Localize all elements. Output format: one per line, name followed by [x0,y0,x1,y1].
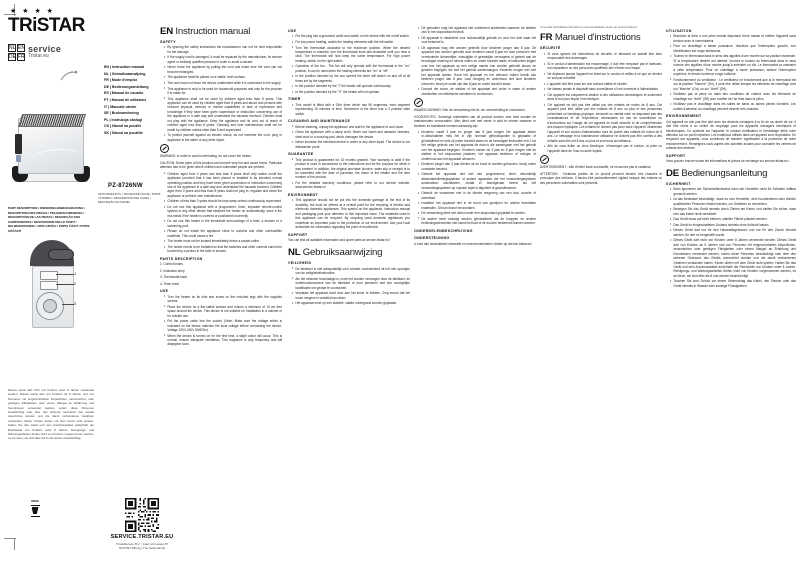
list-item: • Si vous ignorez les instructions de sécurité, le fabricant ne saurait être tenu responsable des dommages. [544,52,662,61]
list-item: • Put the plug into a grounded outlet and switch on the device with the on/off switch. [292,34,410,38]
tristar-logo: TRiSTAR [8,15,85,36]
list-item: • If the supply cord is damaged, it must be replaced by the manufacturer, its service agent or similarly qualified persons in order to avoid a hazard. [164,55,282,64]
heater-knob [16,155,21,162]
callout-label-2: 2 [74,281,77,286]
list-item: • Branchez la fiche à une prise murale disposant d'une masse et mettez l'appareil sous tension avec le commutateur. [670,34,796,43]
list-item: • Turn the thermostat clockwise to the maximum position. When the desired temperature is reached, turn the thermostat knob anti-clockwise until you hear a click. The thermostat will now keep the same temperature. For high power heating, switch on the right switch. [292,46,410,64]
list-item: • L'appareil doit être posé sur une surface stable et nivelée. [544,82,662,86]
list-item: • Please do not install the appliance close to curtains and other combustible materials. This could cause a fire. [164,229,282,238]
model-spec-caption: OPIS PRODUKTU / TECHNICKÉ ÚDAJE / POPIS VÝROBKU / DESCRIPCIÓN DEL PANEL / DESCRIÇÃO DO PAINEL [98,192,161,204]
list-item: • The heater must not be located immediately below a socket-outlet. [164,239,282,243]
list-item: • Never immerse the electrical device in water or any other liquid. The device is not dishwasher proof. [292,140,410,149]
service-address-line1: TristarEurope B.V. | Jules Verneweg 87 [115,541,169,546]
support-text-nl: U kunt alle beschikbare informatie en reserveonderdelen vinden op service.tristar.eu! [414,241,532,246]
callout-label-1: 1 [74,271,77,276]
section-heading-support-fr: SUPPORT [666,153,686,158]
list-item: • Als het netsnoer beschadigd is, moet het worden vervangen door de fabrikant, de onderhoudsmonteur van de fabrikant of door personen met een soortgelijke kwalificatie om gevaar te voorkomen. [292,277,410,290]
list-item: • Dieses Gerät darf nur für den Haushaltsgebrauch und nur für den Zweck benutzt werden, für den es hergestellt wurde. [670,228,796,237]
callout-leader-1 [56,274,74,275]
language-code-en: EN [160,26,173,37]
language-item-de: DE | Bedienungsanleitung [104,84,149,89]
list-item: • Das Gerät im eingeschalteten Zustand niemals ohne Aufsicht lassen. [670,223,796,227]
panel-handle-slot [48,249,74,260]
service-address-line2: 5015 BH Tilburg | The Netherlands [118,545,166,550]
list-item: • Tournez le thermostat dans le sens des aiguilles d'une montre sur sa position maximale. Si la température désirée est atteinte, tournez le bouton du thermostat dans le sens inverse des aiguilles d'une montre jusqu'à entendre un clic. Le thermostat va maintenir à cette température. Pour un chauffage à haute puissance, activez l'interrupteur supérieur, le témoin lumineux rouge s'allume. [670,54,796,76]
list-item: • This appliance should not be put into the domestic garbage at the end of its durability, but must be offered at a central point for the recycling of electric and electronic domestic appliances. This symbol on the appliance, instruction manual and packaging puts your attention to this important issue. The materials used in this appliance can be recycled. By recycling used domestic appliances you contribute an important push to the protection of our environment. Ask your local authorities for information regarding the point of recollection. [292,198,410,229]
list-item: • De gebruiker mag het apparaat niet onbeheerd achterlaten wanneer de stekker zich in het stopcontact bevindt. [418,26,536,35]
crop-mark [14,538,15,550]
list-item: • For low power heating, switch the heating elements with the left switch. [292,40,410,44]
service-cell-en: EN [18,45,25,51]
safety-list-fr [544,52,662,153]
section-heading-safety-nl: VEILIGHEID [288,261,312,266]
warning-no-cover-en: WARNING: In order to avoid overheating, do not cover the heater. [160,154,252,159]
list-item: • Kinderen jonger dan 3 jaar dienen uit de buurt te worden gehouden, tenzij onder constante toezicht. [418,162,536,171]
list-item: • This appliance is only to be used for household purposes and only for the purpose it is made for. [164,87,282,96]
environment-list-en [292,198,410,229]
service-language-grid [8,44,25,61]
product-photo-control-panel [22,240,80,326]
section-heading-safety-fr: SÉCURITÉ [540,46,561,51]
list-item: • In the position denoted by the "I" the heater will operate continuously. [292,84,410,88]
language-heading-de [666,168,796,179]
caution-hot-surface-en: CAUTION: Some parts of this product can become very hot and cause burns. Particular attention has to be given where children and vulnerable people are present. [160,160,282,170]
parts-item-4: 4. Timer knob [160,281,180,286]
section-heading-environment-fr: ENVIRONNEMENT [666,114,702,119]
support-text-fr: Vous pouvez trouver toutes les informations et pièces de rechange sur service.tristar.eu ! [666,159,790,164]
use-list2-en [292,34,410,94]
safety-list-nl-continued [418,26,536,96]
list-item: • Dit apparaat is uitsluitend voor huishoudelijk gebruik en voor het doel waar het voor bestemd is. [418,36,536,45]
list-item: • Afin de vous éviter un choc électrique, n'immergez pas le cordon, la prise ou l'appareil dans de l'eau ou autre liquide. [544,144,662,153]
parts-item-1: 1. Control knobs [160,262,183,267]
bin-body [32,507,39,514]
list-item: • Ne laissez jamais le dispositif sans surveillance s'il est connecté à l'alimentation. [544,87,662,91]
list-item: • Het apparaat moet op een stabiele, vlakke ondergrond worden geplaatst. [292,301,410,305]
language-code-nl: NL [288,247,301,259]
language-item-pt: PT | Manual de utilizador [104,97,147,102]
brand-block [8,8,94,61]
safety-list-de [670,187,796,288]
swoosh-icon [60,70,78,82]
list-item: • Das Gerät muss auf einer ebenen, stabilen Fläche platziert werden. [670,217,796,221]
callout-label-3: 3 [74,301,77,306]
column-french [540,26,662,187]
caution-list-nl [418,130,536,226]
column-english [160,26,282,348]
callout-leader-3 [62,304,74,305]
language-item-fr: FR | Mode d'emploi [104,78,137,83]
list-item: • N'utilisez pas le chauffage dans les salles de bains ou autres pièces humides. Les sorties d'aération du chauffage peuvent devenir très chaudes. [670,102,796,111]
section-heading-environment-en: ENVIRONMENT [288,192,318,197]
section-heading-use-fr: UTILISATION [666,29,692,33]
list-item: • Children of less than 3 years should be kept away unless continuously supervised. [164,199,282,203]
list-item: • This appliance shall not be used by children aged less than 8 years. This appliance can be used by children aged from 8 years and above and persons with reduced physical, sensory or mental capabilities or lack of experience and knowledge if they have been given supervision or instruction concerning use of the appliance in a safe way and understand the hazards involved. Children shall not play with the appliance. Keep the appliance and its cord out of reach of children aged less than 8 years. Cleaning and user maintenance shall not be made by children unless older than 8 and supervised. [164,97,282,133]
service-badge-title: service [28,43,62,54]
language-item-es: ES | Manual de usuario [104,91,144,96]
list-item: • Place the device on a flat stable surface and ensure a minimum of 10 cm free space around the device. This device is not suitable for installation in a cabinet or for outside use. [164,305,282,318]
part-description-caption: PART DESCRIPTION / ONDERDELENBESCHRIJVING / DESCRIPTION DES PIÈCES / TEILEBESCHREIBUNG / DESCRIPCIÓN DE LAS PIEZAS / DESCRIÇÃO DOS COMPONENTES / DESCRIZIONE DELLE PARTI / DELBESKRIVNING / OPIS CZĘŚCI / POPIS ČÁSTÍ / POPIS SÚČASTÍ [8,206,90,233]
list-item: • When the device is turned on for the first time, a slight odour will occur. This is normal, ensure adequate ventilation. This fragrance is only temporary and will disappear soon. [164,334,282,347]
language-item-nl: NL | Gebruiksaanwijzing [104,71,146,76]
language-item-se: SE | Bruksanvisning [104,111,139,116]
panel-switch-2[interactable] [40,281,58,290]
list-item: • In the position denoted by the sun symbol the timer will switch on and off at all times set by the segments. [292,74,410,83]
qr-code-icon[interactable] [125,498,159,532]
list-item: • Turn the heater on its side and screw on the included legs with the supplied screws. [164,295,282,304]
star-rating-icon: ★ ★ ★ ★ [10,8,55,15]
service-url[interactable]: SERVICE.TRISTAR.EU [110,534,174,540]
column-english-continued [288,26,410,307]
column-dutch [414,26,536,248]
list-item: • The heater needs to be installed so that the switches and other controls cannot be touched by a person in the bath or shower. [164,245,282,254]
list-item: • Put the power cable into the socket. (Note: Make sure the voltage which is indicated on the device matches the local voltage before connecting the device. Voltage 220V-240V 50/60Hz) [164,319,282,332]
parts-item-2: 2. Indication lamp [160,268,185,273]
caution-hot-surface-nl: VOORZICHTIG: Sommige onderdelen van dit product kunnen zeer heet worden en brandwonden veroorzaken. Men dient met met name in acht te nemen wanneer er kinderen en kwetsbare mensen aanwezig zijn. [414,114,536,128]
list-item: • Before cleaning, unplug the appliance and wait for the appliance to cool down. [292,125,410,129]
service-cell-de: DE [9,54,16,60]
safety-list-en [164,45,282,142]
section-heading-support-nl: ONDERSTEUNING [414,236,450,241]
warning-no-cover-nl: WAARSCHUWING: Dek de verwarming niet af, om oververhitting te voorkomen. [414,108,526,113]
service-cell-nl: NL [9,45,16,51]
list-item: • In the position denoted by the "O" the heater will not operate. [292,90,410,94]
service-badge [8,44,94,61]
guarantee-list-en [292,158,410,190]
heater-highlight [31,149,83,168]
cleaning-list-en [292,125,410,149]
left-notes-block: Dieses Gerät darf nicht von Kindern unter 8 Jahren verwendet werden. Dieses Gerät darf von Kindern ab 8 Jahren und von Personen mit eingeschränkten körperlichen, sensorischen oder geistigen Fähigkeiten oder einem Mangel an Erfahrung und Kenntnissen verwendet werden, sofern diese Personen beaufsichtigt oder über den sicheren Gebrauch des Geräts unterrichtet wurden und die damit verbundenen Gefahren verstanden haben. Kinder dürfen mit dem Gerät nicht spielen. Halten Sie das Gerät und sein Anschlusskabel außerhalb der Reichweite von Kindern unter 8 Jahren. Reinigungs- und Wartungsarbeiten dürfen nicht von Kindern vorgenommen werden, es sei denn, sie sind älter als 8 und werden beaufsichtigt. [8,388,94,441]
service-badge-text [28,43,62,60]
section-heading-guarantee-en: GUARANTEE [288,152,314,157]
no-cover-warning-icon [160,144,169,153]
weee-label: WEEE [31,500,39,503]
list-item: • Pour un chauffage à basse puissance, réactivez que l'interrupteur gauche, son identification est rouge lakhsrama. [670,44,796,53]
list-item: • Never move the appliance by pulling the cord and make sure the cord can not become entangled. [164,65,282,74]
bin-lid [31,505,40,506]
list-item: • Verplaats het apparaat nooit door aan het snoer te trekken. Zorg ervoor dat het snoer nergens in verstrikt kan raken. [292,291,410,300]
language-name-nl: Gebruiksaanwijzing [302,247,383,259]
bin-bar [31,516,40,517]
section-heading-use2-en: USE [288,29,297,33]
parts-item-3: 3. Thermostat knob [160,275,188,280]
service-cell-fr: FR [18,54,25,60]
list-item: • Dieses Gerät darf nicht von Kindern unter 8 Jahren verwendet werden. Dieses Gerät darf von Kindern ab 8 Jahren und von Personen mit eingeschränkten körperlichen, sensorischen oder geistigen Fähigkeiten oder einem Mangel an Erfahrung und Kenntnissen verwendet werden, sofern diese Personen beaufsichtigt oder über den sicheren Gebrauch des Geräts unterrichtet wurden und die damit verbundenen Gefahren verstanden haben. Kinder dürfen mit dem Gerät nicht spielen. Halten Sie das Gerät und sein Anschlusskabel außerhalb der Reichweite von Kindern unter 8 Jahren. Reinigungs- und Wartungsarbeiten dürfen nicht von Kindern vorgenommen werden, es sei denn, sie sind älter als 8 und werden beaufsichtigt. [670,238,796,278]
list-item: • Fonctionnement du ventilateur : Le ventilateur ne fonctionnera que si le thermostat est sur la position "Marche" (On), il peut être utilisé lorsque les éléments de chauffage sont sur "Marche" (On), ou sur "Arrêt" (Off). [670,78,796,91]
support-text-en: You can find all available information and spare parts at service.tristar.eu! [288,237,390,242]
list-item: • The user must not leave the device unattended while it is connected to the supply. [164,81,282,85]
language-item-pl: PL | Instrukcja obsługi [104,117,143,122]
list-item: • Gebruik het apparaat niet met een programmeur, timer, afzonderlijk afstandsbedieningssysteem of andere apparaten die het verwarmingssysteem automatisch inschakelen, omdat er brandgevaar heerst als het verwarmingssysteem op onjuiste wijze is afgedekt of gepositioneerd. [418,172,536,190]
list-item: • Cet appareil est uniquement destiné à des utilisations domestiques et seulement dans le but pour lequel il est fabriqué. [544,93,662,102]
caution-list-en [164,172,282,254]
heater-grill [18,114,86,127]
language-item-cs: CS | Návod na použití [104,124,141,129]
language-name-fr: Manuel d'instructions [554,32,641,44]
language-heading-fr [540,32,662,43]
panel-switch-1[interactable] [40,271,58,280]
section-heading-parts-en: PARTS DESCRIPTION [160,256,203,261]
list-item: • Ne déplacez jamais l'appareil en tirant sur le cordon et veillez à ce que ce dernier ne soit pas entortillé. [544,72,662,81]
list-item: • Do not use this heater in the immediate surroundings of a bath, a shower or a swimming pool. [164,219,282,228]
list-item: • De kachel moet zodanig worden geïnstalleerd dat de knoppen en andere bedieningselementen niet vanuit het bad of de douche bedienend kunnen worden. [418,217,536,226]
column-french-german [666,26,796,289]
warning-no-cover-fr: AVERTISSEMENT : Afin d'éviter toute surchauffe, ne recouvrez pas le radiateur. [540,165,652,170]
list-item: • Bewegen Sie das Gerät niemals durch Ziehen am Kabel, und stellen Sie sicher, dass sich das Kabel nicht verwickelt. [670,207,796,216]
list-item: • Clean the appliance with a damp cloth. Never use harsh and abrasive cleaners, steel wool or a scouring pad, which damages the device. [292,130,410,139]
support-note-nl: U kunt alle beschikbare informatie en reserveonderdelen vinden op service.tristar.eu! [540,26,638,29]
list-item: • Gebruik de verwarmer niet in de directe omgeving van een bad, douche of zwembad. [418,191,536,200]
section-heading-use-en: USE [160,289,169,294]
weee-symbol-block [26,500,44,522]
model-number: PZ-8726NW [108,183,143,189]
list-item: • N'utilisez pas la pièce ou dans des conditions de chaleur avec les éléments de chauffage sur "arrêt" (Off) pour souffler de l'air frais dans la pièce. [670,92,796,101]
section-heading-safety-en: SAFETY [160,40,176,44]
environment-text-fr: Cet appareil ne doit pas être jeté avec les déchets ménagers à la fin de sa durée de vie, il doit être remis à un centre de recyclage pour les appareils ménagers électriques et électroniques. Ce symbole sur l'appareil, le manuel d'utilisation et l'emballage attire votre attention sur un point important. Les matériaux utilisés dans cet appareil sont recyclables. En recyclant vos appareils, vous contribuez de manière significative à la protection de notre environnement. Renseignez-vous auprès des autorités locales pour connaître les centres de collecte des déchets. [666,119,796,151]
safety-list-nl [292,267,410,306]
service-qr-block [96,498,188,550]
list-item: • Cet appareil ne doit pas être utilisé par des enfants de moins de 8 ans. Cet appareil peut être utilisé par des enfants de 8 ans ou plus et des personnes présentant un handicap physique, sensoriel ou mental voire ne disposant pas des connaissances et de l'expérience nécessaires en cas de surveillance ou d'instructions sur l'usage de cet appareil en toute sécurité et de compréhension des risques impliqués. Les enfants ne doivent pas jouer avec l'appareil. Maintenez l'appareil et son cordon d'alimentation hors de portée des enfants de moins de 8 ans. Le nettoyage et la maintenance utilisateur ne doivent pas être confiés à des enfants sauf s'ils ont 8 ans ou plus et sont sous surveillance. [544,103,662,143]
list-item: • The appliance must be placed on a stable, level surface. [164,75,282,79]
list-item: • Ist das Netzkabel beschädigt, muss es vom Hersteller, dem Kundendienst oder ähnlich qualifizierten Personen ersetzt werden, um Gefahren zu vermeiden. [670,197,796,206]
language-item-sk: SK | Návod na použitie [104,130,143,135]
section-heading-timer-en: TIMER [288,97,301,102]
heater-control-panel [15,134,22,154]
language-name-de: Bedienungsanleitung [681,167,768,179]
list-item: • By ignoring the safety instructions the manufacturer can not be hold responsible for the damage. [164,45,282,54]
list-item: • Si le cordon d'alimentation est endommagé, il doit être remplacé par le fabricant, son réparateur ou des personnes qualifiées afin d'éviter tout risque. [544,62,662,71]
list-item: • Installeer het apparaat niet in de buurt van gordijnen en andere brandbare materialen. Dit kan brand veroorzaken. [418,201,536,210]
language-item-it: IT | Manuale utente [104,104,137,109]
list-item: • Dompel het snoer, de stekker of het apparaat niet onder in water of andere vloeistoffen om elektrische schokken te voorkomen. [418,87,536,96]
language-code-de: DE [666,167,679,179]
section-heading-safety-de: SICHERHEIT [666,181,691,186]
product-photo-heater [12,108,90,200]
list-item: • De verwarming dient niet direct onder een stopcontact geplaatst te worden. [418,211,536,215]
list-item: • Tauchen Sie zum Schutz vor einem Stromschlag das Kabel, den Stecker oder das Gerät niemals in Wasser oder sonstige Flüssigkeiten. [670,279,796,288]
no-cover-warning-icon-fr [540,155,549,164]
timer-list-en [292,103,410,116]
section-heading-parts-nl: ONDERDELENBESCHRIJVING [414,228,473,233]
list-item: • Kinderen vanaf 3 jaar en jonger dan 8 jaar mogen het apparaat alleen in-/uitschakelen mits het in zijn normale gebruikspositie is geplaatst of geïnstalleerd en mits zij onder toezicht staan en de benodigde instructies m.b.t. tot het veilige gebruik van het apparaat de risico's die samengaan met het gebruik van het apparaat begrijpen. Kinderen tussen de 3 jaar en 8 jaar mogen niet de stekker in het stopcontact plaatsen, het apparaat bedienen of reinigen of onderhoud aan het apparaat uitvoeren. [418,130,536,161]
list-item: • Beim Ignorieren der Sicherheitshinweise kann der Hersteller nicht für Schäden haftbar gemacht werden. [670,187,796,196]
panel-thermostat-dial[interactable] [36,292,64,320]
crossed-out-bin-icon [31,505,40,517]
language-code-fr: FR [540,32,553,44]
list-item: • Do not use this appliance with a programmer, timer, separate remote-control system or any other device that switches the heater on automatically, since a fire risk exists if the heater is covered or positioned incorrectly. [164,205,282,218]
language-name-en: Instruction manual [175,26,251,37]
no-cover-warning-icon-nl [414,98,423,107]
service-badge-sub: Tristar.eu [28,52,49,59]
section-heading-support-en: SUPPORT [288,232,308,237]
list-item: • De fabrikant is niet aansprakelijk voor schade voortvloeiend uit het niet opvolgen van de veiligheidsinstructies. [292,267,410,276]
language-item-en: EN | Instruction manual [104,65,145,69]
list-item: • To protect yourself against an electric shock, do not immerse the cord, plug or appliance in the water or any other liquid. [164,133,282,142]
list-item: • Children aged from 3 years and less than 8 years shall only switch on/off the appliance provided that it has been placed or installed in its intended normal operating position and they have been given supervision or instruction concerning use of the appliance in a safe way and understand the hazards involved. Children aged from 3 years and less than 8 years shall not plug in, regulate and clean the appliance or perform user maintenance. [164,172,282,199]
panel-dial-center [43,299,57,313]
language-heading-nl [288,247,410,258]
language-index-list [104,64,160,137]
list-item: • Operation of the fan - The fan will only operate with the thermostat in the "on" position, it can be used when the heating elements are "on" or "off". [292,64,410,73]
list-item: • For the detailed warranty conditions, please refer to our service website: www.service.tristar.eu [292,181,410,190]
list-item: • This product is guaranteed for 24 months granted. Your warranty is valid if the product is used in accordance to the instructions and for the purpose for which it was created. In addition, the original purchase (invoice, sales slip or receipt) is to be submitted with the date of purchase, the name of the retailer and the item number of the product. [292,158,410,180]
use-list-en [164,295,282,347]
use-list-fr [670,34,796,111]
language-heading-en [160,26,282,37]
panel-top-cap [30,240,74,266]
callout-leader-2 [56,284,74,285]
caution-hot-surface-fr: ATTENTION : Certaines parties de ce produit peuvent devenir très chaudes et provoquer des brûlures. Il faudra être particulièrement vigilant lorsque des enfants ou des personnes vulnérables sont présents. [540,171,662,185]
list-item: • Dit apparaat mag niet worden gebruikt door kinderen jonger dan 8 jaar. Dit apparaat kan worden gebruikt door kinderen vanaf 8 jaar en door personen met verminderde lichamelijke, zintuiglijke of geestelijke vermogens of gebrek aan de benodigde ervaring en kennis indien ze onder toezicht staan of instructies krijgen over hoe het apparaat op een veilige manier kan worden gebruikt alsook de gevaren begrijpen die met het gebruik samenhangen. Kinderen mogen niet met het apparaat spelen. Houd het apparaat en het netsnoer buiten bereik van kinderen jonger dan 8 jaar. Laat reiniging en onderhoud niet door kinderen uitvoeren, tenzij ze ouder zijn dan 8 jaar en onder toezicht staan. [418,46,536,86]
section-heading-cleaning-en: CLEANING AND MAINTENANCE [288,119,351,124]
list-item: • This model is fitted with a 24hr timer which has 96 segments, each segment representing 15 minutes of time. Movement of the timer has a 3 position slide switch. [292,103,410,116]
